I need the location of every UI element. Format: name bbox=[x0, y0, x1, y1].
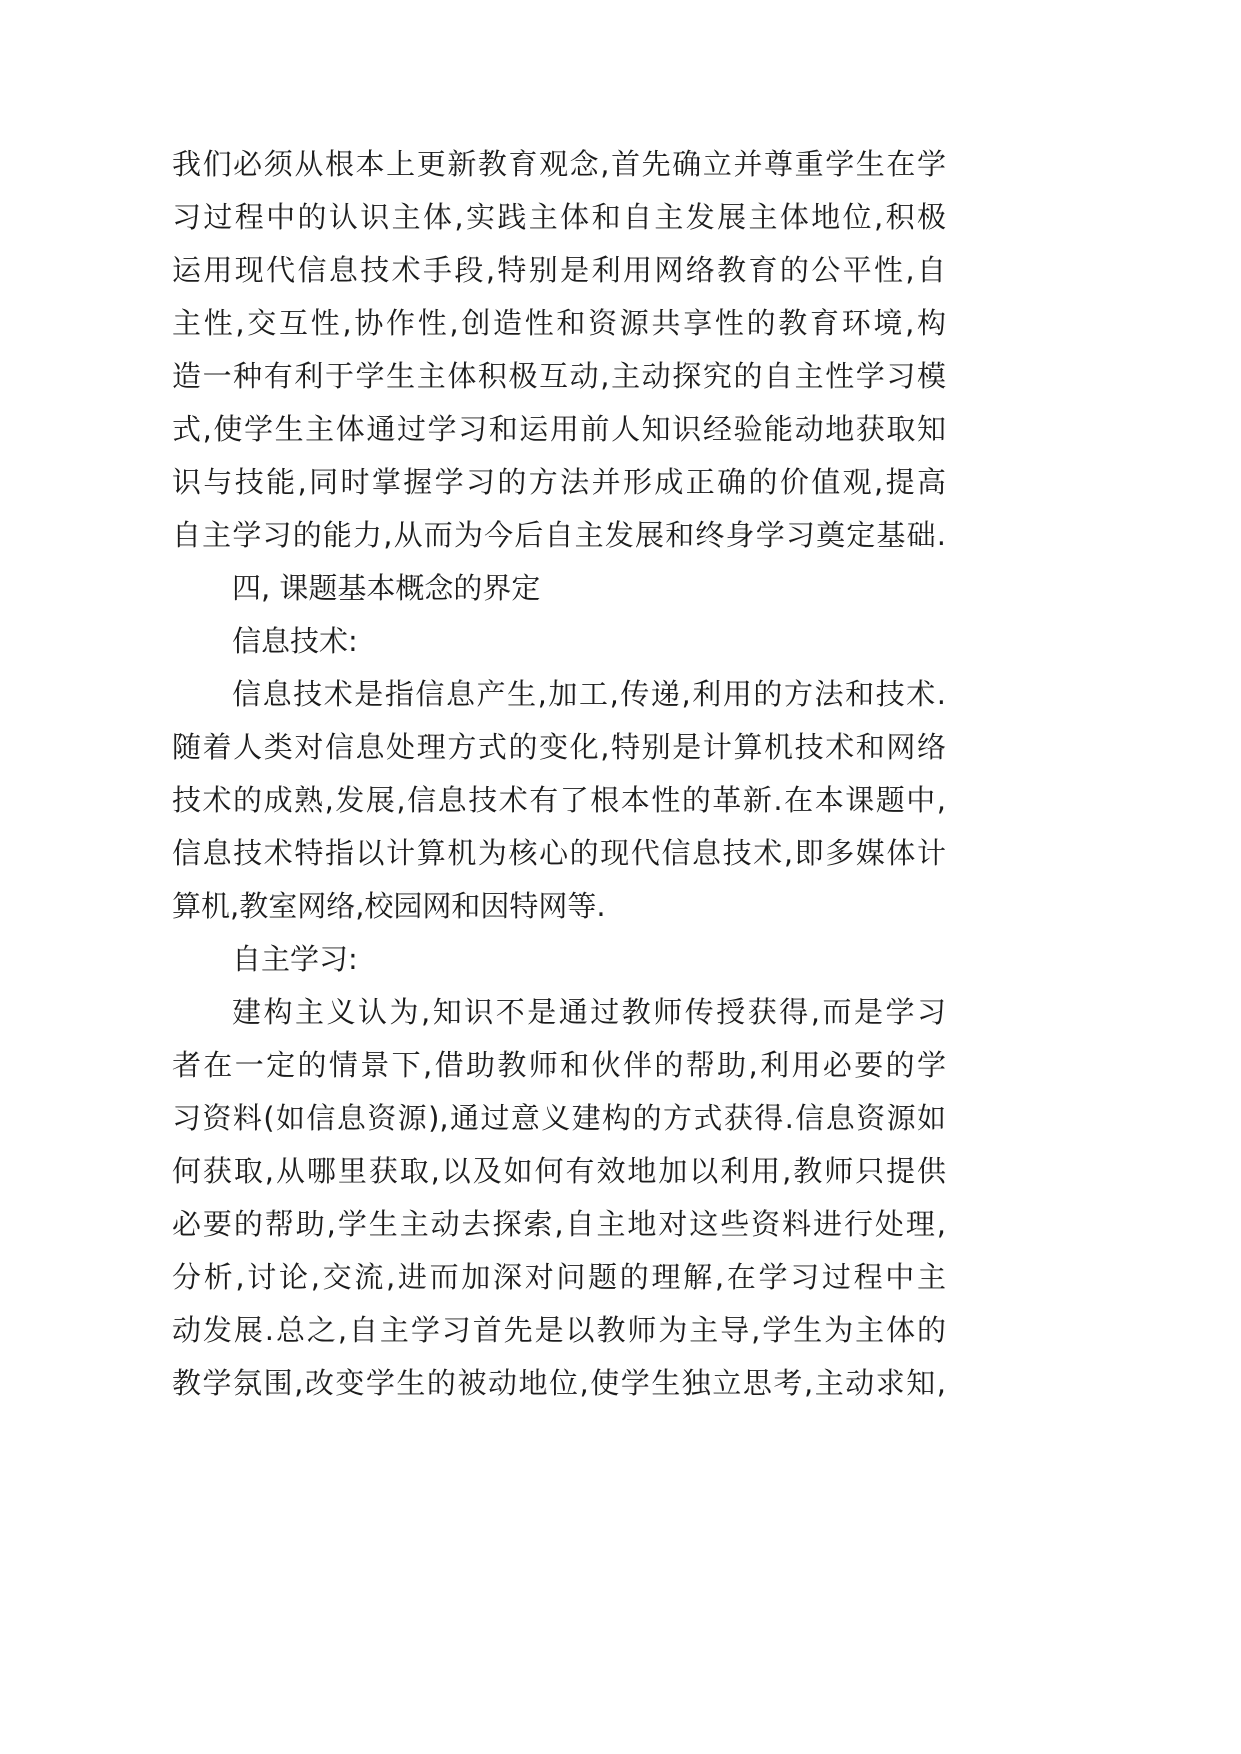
paragraph-line: 我们必须从根本上更新教育观念,首先确立并尊重学生在学 bbox=[172, 147, 946, 181]
paragraph-line: 识与技能,同时掌握学习的方法并形成正确的价值观,提高 bbox=[172, 465, 946, 499]
term-label: 信息技术: bbox=[232, 624, 358, 658]
term-definition bbox=[172, 668, 946, 933]
paragraph-line: 自主学习的能力,从而为今后自主发展和终身学习奠定基础. bbox=[172, 518, 946, 552]
paragraph-line: 者在一定的情景下,借助教师和伙伴的帮助,利用必要的学 bbox=[172, 1048, 946, 1082]
paragraph-line: 分析,讨论,交流,进而加深对问题的理解,在学习过程中主 bbox=[172, 1260, 946, 1294]
paragraph-line: 何获取,从哪里获取,以及如何有效地加以利用,教师只提供 bbox=[172, 1154, 946, 1188]
term-definition bbox=[172, 986, 946, 1410]
paragraph-line: 式,使学生主体通过学习和运用前人知识经验能动地获取知 bbox=[172, 412, 946, 446]
paragraph-line: 算机,教室网络,校园网和因特网等. bbox=[172, 889, 606, 923]
paragraph-line: 习过程中的认识主体,实践主体和自主发展主体地位,积极 bbox=[172, 200, 946, 234]
intro-paragraph bbox=[172, 138, 946, 562]
paragraph-line: 必要的帮助,学生主动去探索,自主地对这些资料进行处理, bbox=[172, 1207, 946, 1241]
term-label: 自主学习: bbox=[232, 942, 358, 976]
paragraph-line: 教学氛围,改变学生的被动地位,使学生独立思考,主动求知, bbox=[172, 1366, 946, 1400]
paragraph-line: 信息技术特指以计算机为核心的现代信息技术,即多媒体计 bbox=[172, 836, 946, 870]
paragraph-line: 动发展.总之,自主学习首先是以教师为主导,学生为主体的 bbox=[172, 1313, 946, 1347]
paragraph-line: 造一种有利于学生主体积极互动,主动探究的自主性学习模 bbox=[172, 359, 946, 393]
paragraph-line: 习资料(如信息资源),通过意义建构的方式获得.信息资源如 bbox=[172, 1101, 946, 1135]
paragraph-line: 运用现代信息技术手段,特别是利用网络教育的公平性,自 bbox=[172, 253, 946, 287]
paragraph-line: 建构主义认为,知识不是通过教师传授获得,而是学习 bbox=[232, 995, 946, 1029]
paragraph-line: 信息技术是指信息产生,加工,传递,利用的方法和技术. bbox=[232, 677, 946, 711]
paragraph-line: 随着人类对信息处理方式的变化,特别是计算机技术和网络 bbox=[172, 730, 946, 764]
body-text bbox=[172, 138, 946, 1410]
paragraph-line: 主性,交互性,协作性,创造性和资源共享性的教育环境,构 bbox=[172, 306, 946, 340]
section-heading: 四, 课题基本概念的界定 bbox=[232, 571, 541, 605]
paragraph-line: 技术的成熟,发展,信息技术有了根本性的革新.在本课题中, bbox=[172, 783, 946, 817]
